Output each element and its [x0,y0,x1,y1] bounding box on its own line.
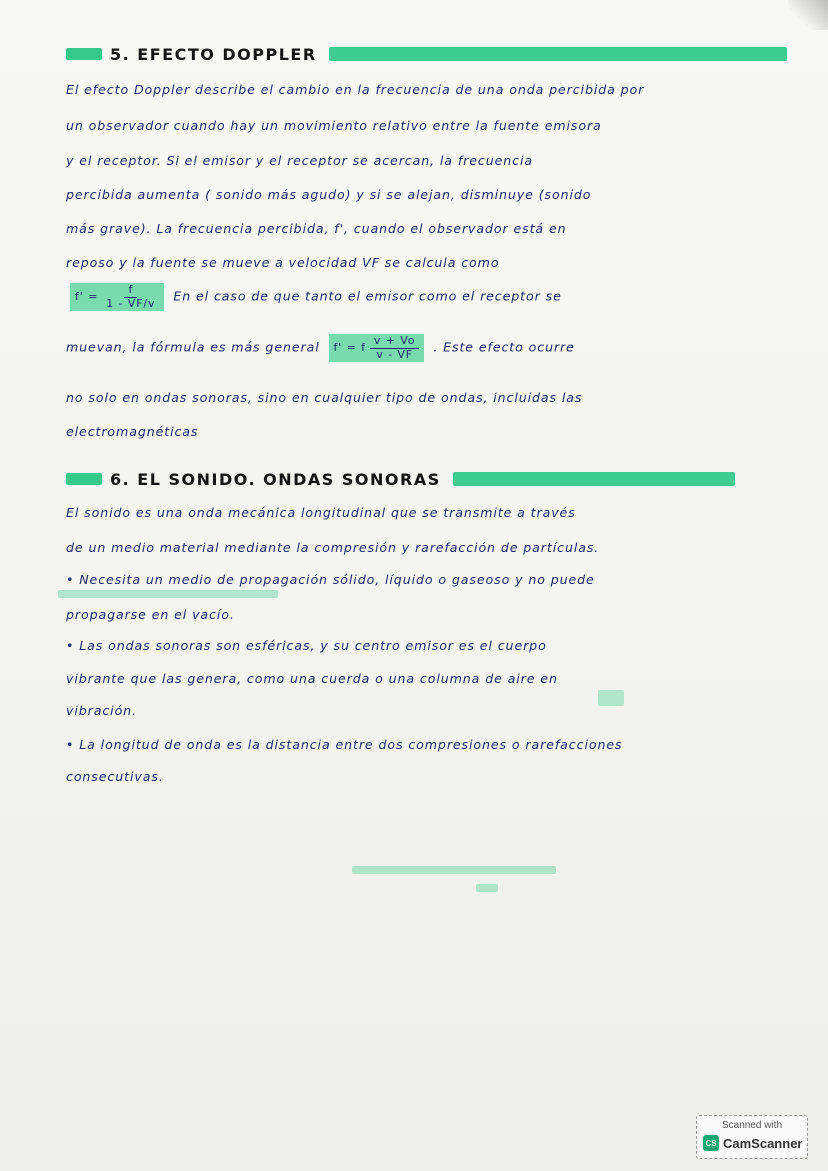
doppler-formula-moving-source [70,283,164,311]
text-line: El sonido es una onda mecánica longitudinal que se transmite a través [66,505,576,520]
bullet-line: • Necesita un medio de propagación sólido, líquido o gaseoso y no puede [66,572,595,587]
camscanner-logo-icon: CS [703,1135,719,1151]
page-corner-shadow [788,0,828,30]
text-line: no solo en ondas sonoras, sino en cualquier tipo de ondas, incluidas las [66,390,583,405]
text-after-formula: . Este efecto ocurre [433,339,575,355]
text-line: consecutivas. [66,769,164,784]
badge-caption: Scanned with [721,1120,783,1131]
formula-lhs: f' = f [333,340,366,354]
text-line: percibida aumenta ( sonido más agudo) y si se alejan, disminuye (sonido [66,187,592,202]
bleed-through-mark [352,866,556,874]
formula-denominator: 1 - VF/v [106,296,156,310]
text-line: de un medio material mediante la compresión y rarefacción de partículas. [66,540,600,555]
bullet-line: • La longitud de onda es la distancia entre dos compresiones o rarefacciones [66,737,623,752]
text-line: más grave). La frecuencia percibida, f', cuando el observador está en [66,221,567,236]
camscanner-badge [696,1115,808,1159]
formula-line-2 [66,334,575,362]
section-6-heading [66,467,735,491]
highlight-bar [453,472,735,486]
formula-line [66,283,562,311]
text-line: propagarse en el vacío. [66,607,235,622]
section-5-heading [66,42,787,66]
text-line: vibrante que las genera, como una cuerda o una columna de aire en [66,671,558,686]
highlight-block [66,48,102,60]
text-before-formula: muevan, la fórmula es más general [66,339,320,355]
doppler-formula-general [329,334,425,362]
badge-name: CamScanner [723,1135,803,1151]
section-6-title: 6. EL SONIDO. ONDAS SONORAS [110,469,441,489]
formula-lhs: f' = [75,289,99,303]
bleed-through-mark [476,884,498,892]
text-after-formula: En el caso de que tanto el emisor como el receptor se [173,288,562,304]
text-line: y el receptor. Si el emisor y el receptor se acercan, la frecuencia [66,153,533,168]
text-line: electromagnéticas [66,424,199,439]
text-line: vibración. [66,703,137,718]
highlight-block [66,473,102,485]
text-line: El efecto Doppler describe el cambio en la frecuencia de una onda percibida por [66,82,645,97]
bleed-through-mark [598,690,624,706]
formula-numerator: v + Vo [370,335,420,349]
formula-denominator: v - VF [376,347,414,361]
text-line: un observador cuando hay un movimiento relativo entre la fuente emisora [66,118,602,133]
section-5-title: 5. EFECTO DOPPLER [110,44,317,64]
bullet-line: • Las ondas sonoras son esféricas, y su centro emisor es el cuerpo [66,638,547,653]
bleed-through-mark [58,590,278,598]
text-line: reposo y la fuente se mueve a velocidad VF se calcula como [66,255,500,270]
highlight-bar [329,47,787,61]
formula-numerator: f [124,284,137,298]
